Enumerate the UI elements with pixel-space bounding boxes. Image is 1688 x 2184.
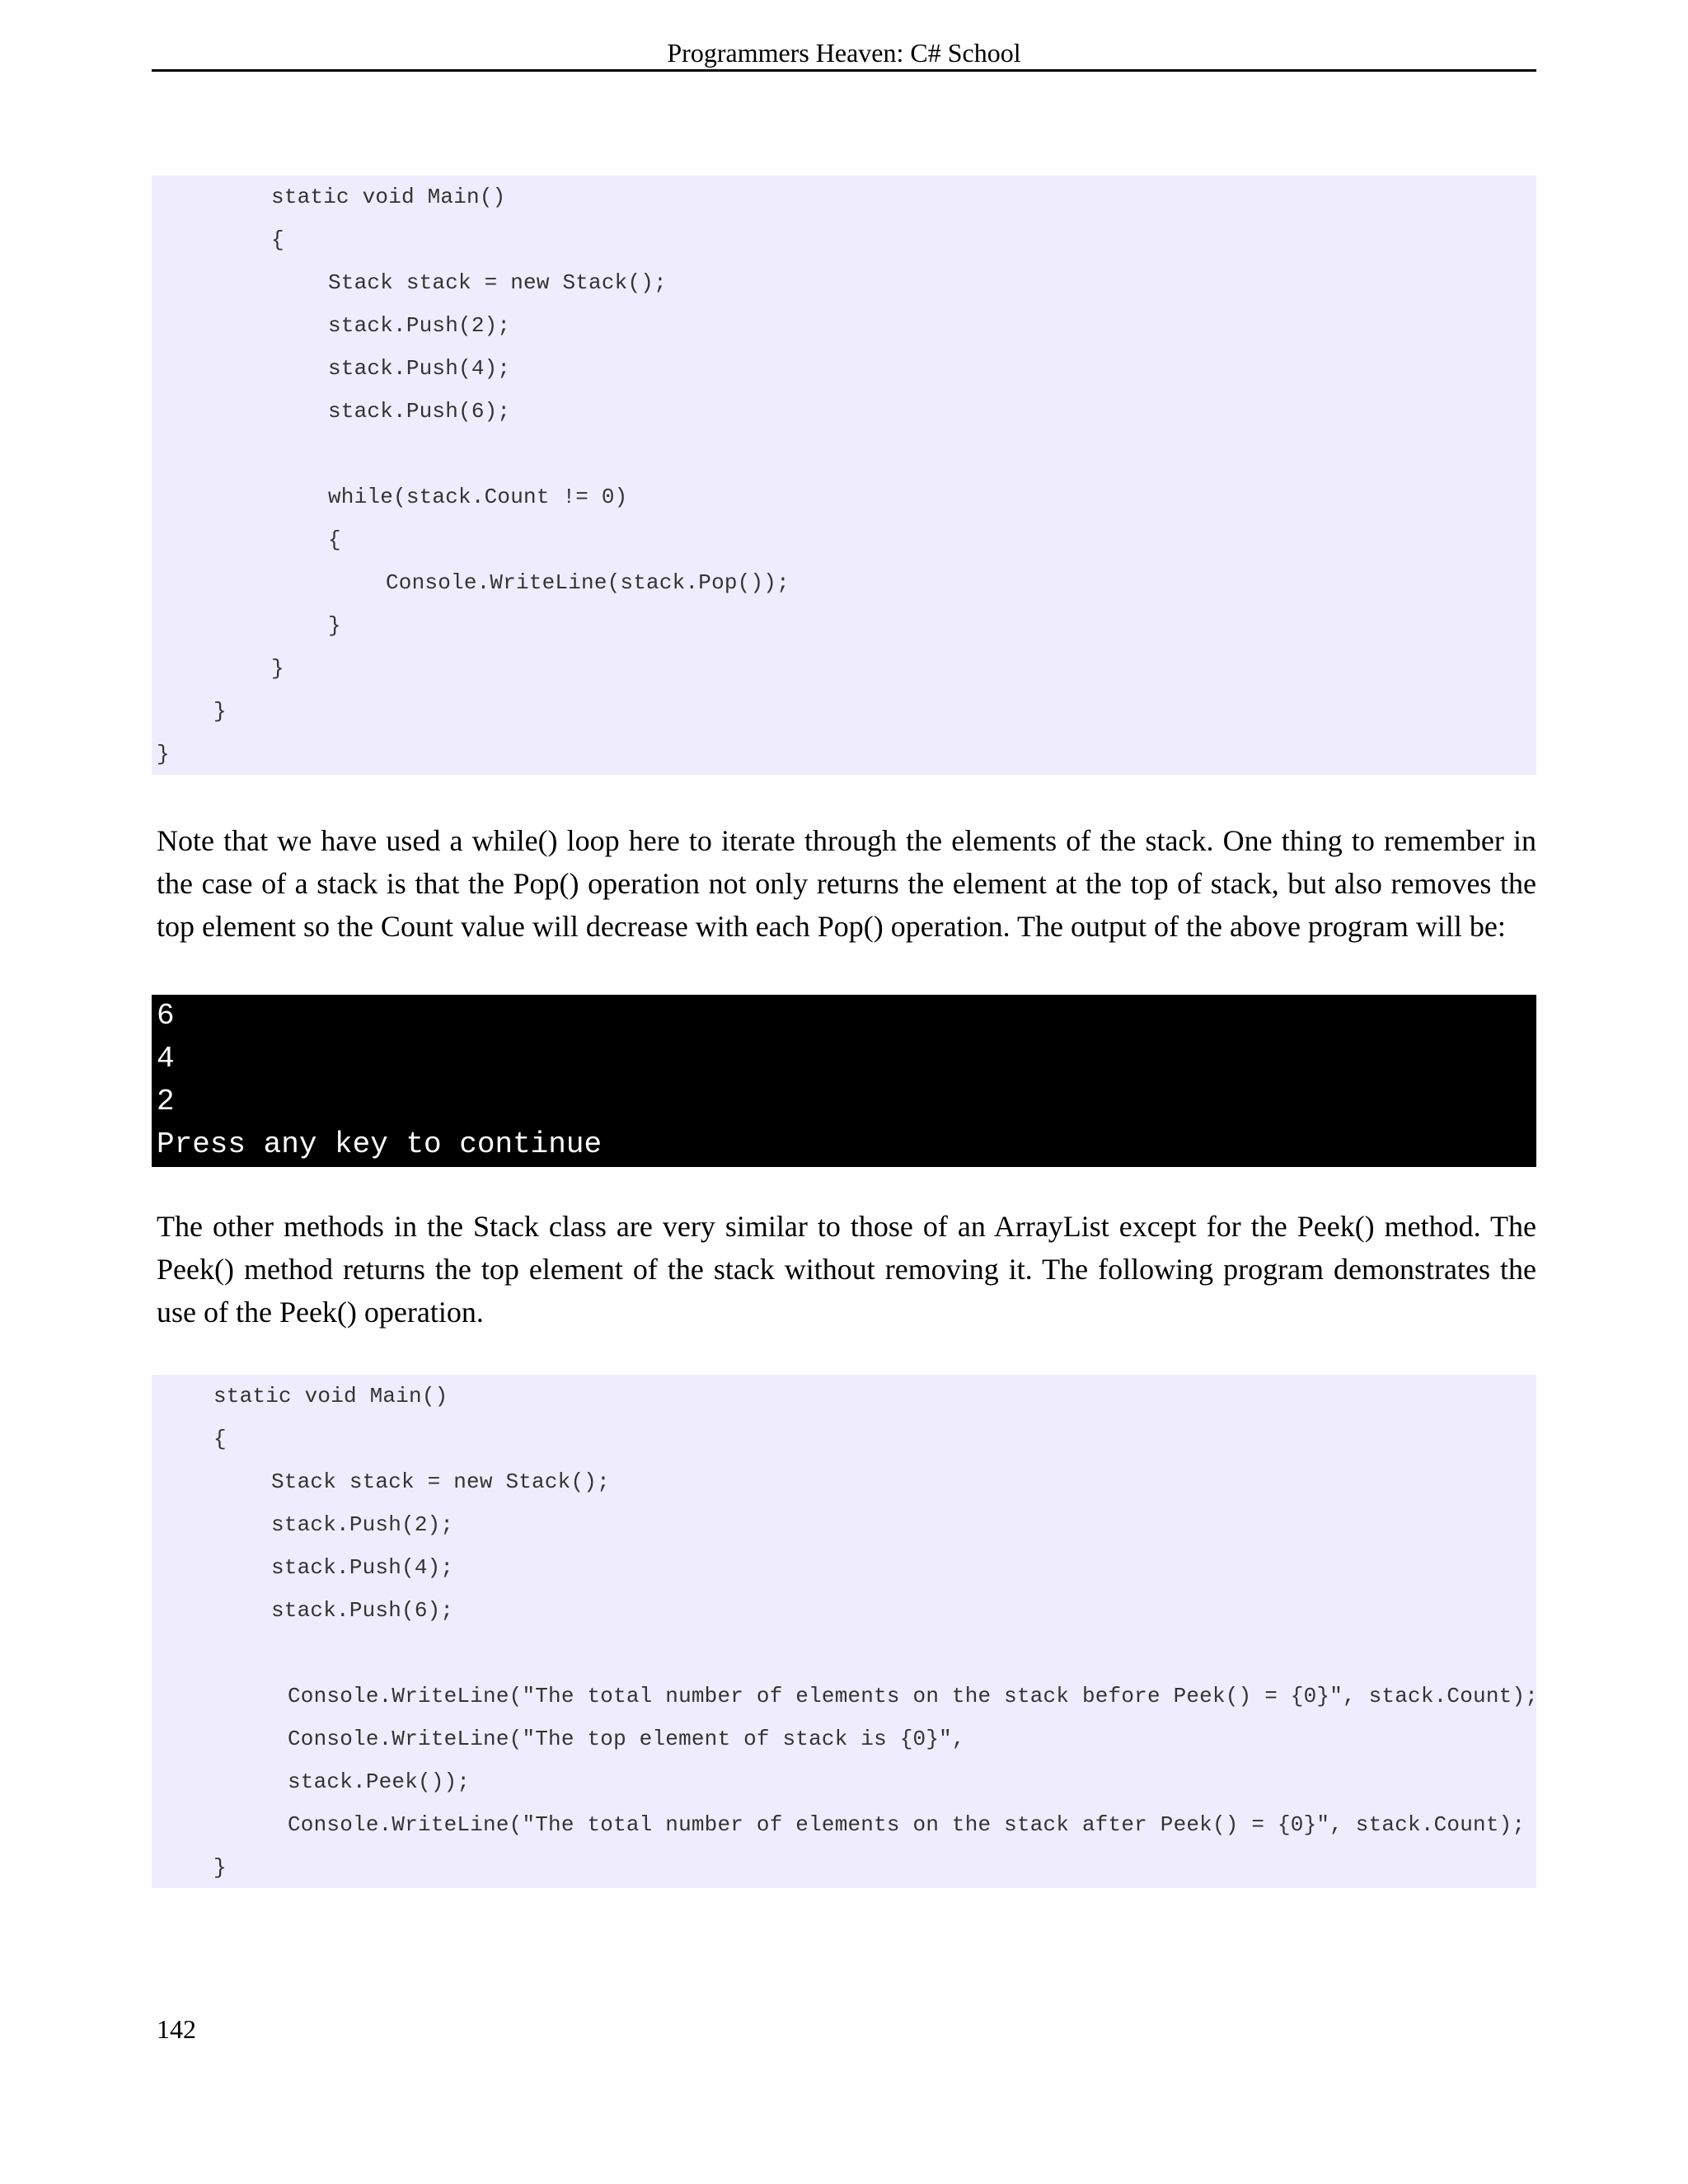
code-line: } — [213, 1855, 227, 1880]
code-line: Stack stack = new Stack(); — [328, 270, 667, 295]
code-line: Console.WriteLine("The total number of elements on the stack before Peek() = {0}", stack.Count); — [288, 1684, 1539, 1708]
code-line: while(stack.Count != 0) — [328, 485, 628, 509]
console-output — [152, 995, 1536, 1167]
code-line: } — [213, 699, 227, 724]
code-line: stack.Push(4); — [328, 356, 511, 381]
code-block-main-peek — [152, 1375, 1539, 1888]
paragraph-peek-explanation: The other methods in the Stack class are very similar to those of an ArrayList except for the Peek() method. The Peek() method returns the top element of the stack without removing it. The following program demonstrates the use of the Peek() operation. — [157, 1210, 1536, 1329]
console-line: 2 — [157, 1085, 175, 1118]
code-line: Console.WriteLine("The total number of elements on the stack after Peek() = {0}", stack.Count); — [288, 1812, 1526, 1837]
code-line: stack.Peek()); — [288, 1769, 471, 1794]
code-line: { — [271, 227, 284, 252]
code-line: { — [213, 1427, 227, 1451]
paragraph-pop-explanation: Note that we have used a while() loop here to iterate through the elements of the stack. One thing to remember in the case of a stack is that the Pop() operation not only returns the element at the top of stack, but also removes the top element so the Count value will decrease with each Pop() operation. The output of the above program will be: — [157, 824, 1536, 943]
code-line: static void Main() — [271, 185, 506, 209]
code-block-main-pop — [152, 176, 1536, 775]
console-line: 4 — [157, 1042, 175, 1076]
page-number: 142 — [157, 2014, 196, 2044]
code-line: stack.Push(4); — [271, 1555, 454, 1580]
code-line: stack.Push(6); — [271, 1598, 454, 1623]
code-line: stack.Push(2); — [328, 313, 511, 338]
code-line: Console.WriteLine("The top element of stack is {0}", — [288, 1727, 965, 1751]
code-line: static void Main() — [213, 1384, 448, 1408]
console-line: 6 — [157, 999, 175, 1033]
running-header: Programmers Heaven: C# School — [152, 36, 1536, 72]
code-line: stack.Push(2); — [271, 1512, 454, 1537]
code-line: } — [157, 742, 170, 766]
console-line: Press any key to continue — [157, 1127, 603, 1161]
code-line: { — [328, 527, 341, 552]
code-line: } — [271, 656, 284, 681]
code-line: Console.WriteLine(stack.Pop()); — [386, 570, 790, 595]
code-line: } — [328, 613, 341, 638]
code-line: stack.Push(6); — [328, 399, 511, 424]
code-line: Stack stack = new Stack(); — [271, 1469, 610, 1494]
